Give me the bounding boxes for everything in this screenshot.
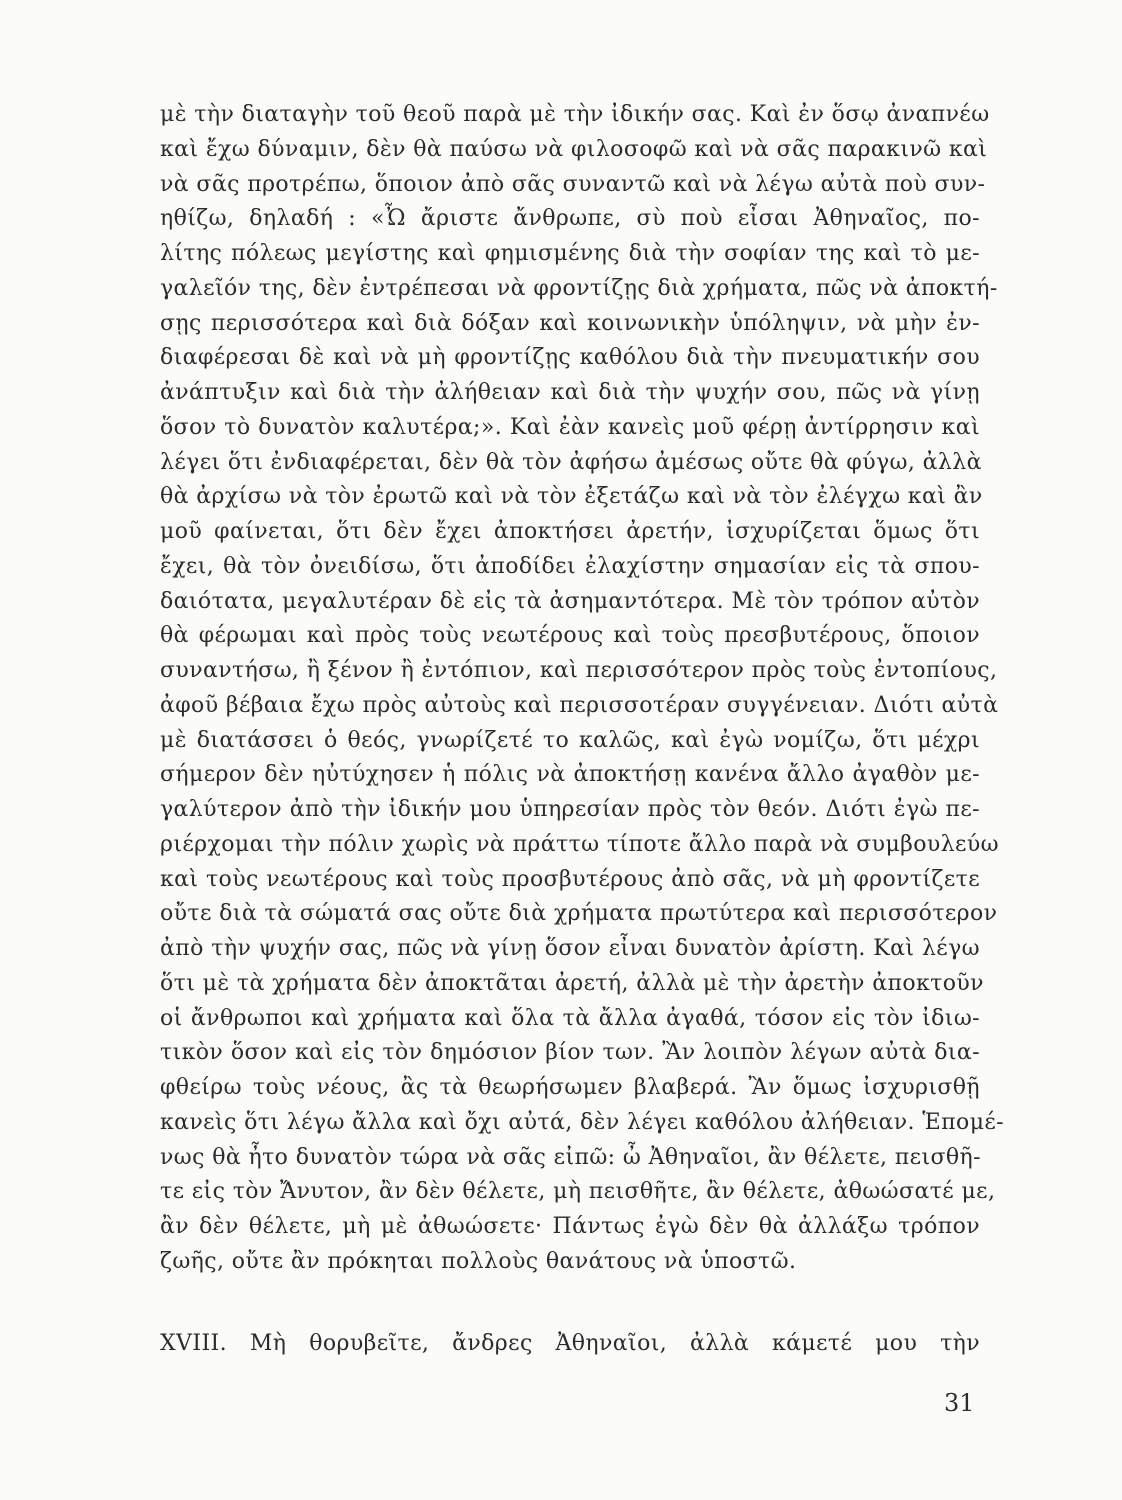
- text-line: τε εἰς τὸν Ἄνυτον, ἂν δὲν θέλετε, μὴ πεισθῆτε, ἂν θέλετε, ἀθωώσατέ με,: [160, 1179, 996, 1205]
- text-line: ηθίζω, δηλαδή : «Ὦ ἄριστε ἄνθρωπε, σὺ ποὺ εἶσαι Ἀθηναῖος, πο-: [160, 206, 980, 232]
- text-line: λέγει ὅτι ἐνδιαφέρεται, δὲν θὰ τὸν ἀφήσω ἀμέσως οὔτε θὰ φύγω, ἀλλὰ: [160, 449, 982, 475]
- text-line: ἀπὸ τὴν ψυχήν σας, πῶς νὰ γίνῃ ὅσον εἶναι δυνατὸν ἀρίστη. Καὶ λέγω: [160, 936, 980, 961]
- text-line: μὲ διατάσσει ὁ θεός, γνωρίζετέ το καλῶς, καὶ ἐγὼ νομίζω, ὅτι μέχρι: [160, 727, 980, 753]
- text-line: καὶ τοὺς νεωτέρους καὶ τοὺς προσβυτέρους ἀπὸ σᾶς, νὰ μὴ φροντίζετε: [160, 866, 980, 892]
- text-line: συναντήσω, ἢ ξένον ἢ ἐντόπιον, καὶ περισσότερον πρὸς τοὺς ἐντοπίους,: [160, 658, 998, 683]
- text-line: καὶ ἔχω δύναμιν, δὲν θὰ παύσω νὰ φιλοσοφῶ καὶ νὰ σᾶς παρακινῶ καὶ: [160, 136, 988, 162]
- text-line: ἀφοῦ βέβαια ἔχω πρὸς αὐτοὺς καὶ περισσοτέραν συγγένειαν. Διότι αὐτὰ: [160, 692, 999, 718]
- text-line: φθείρω τοὺς νέους, ἂς τὰ θεωρήσωμεν βλαβερά. Ἂν ὅμως ἰσχυρισθῇ: [160, 1075, 980, 1100]
- text-line: ἔχει, θὰ τὸν ὀνειδίσω, ὅτι ἀποδίδει ἐλαχίστην σημασίαν εἰς τὰ σπου-: [160, 553, 980, 579]
- section-first-line: XVIII. Μὴ θορυβεῖτε, ἄνδρες Ἀθηναῖοι, ἀλλὰ κάμετέ μου τὴν: [160, 1331, 980, 1356]
- text-line: θὰ φέρωμαι καὶ πρὸς τοὺς νεωτέρους καὶ τοὺς πρεσβυτέρους, ὅποιον: [160, 623, 980, 649]
- text-line: ἂν δὲν θέλετε, μὴ μὲ ἀθωώσετε· Πάντως ἐγὼ δὲν θὰ ἀλλάξω τρόπον: [160, 1214, 980, 1239]
- text-line: σῃς περισσότερα καὶ διὰ δόξαν καὶ κοινωνικὴν ὑπόληψιν, νὰ μὴν ἐν-: [160, 310, 980, 336]
- page-number: 31: [944, 1389, 975, 1417]
- text-line: θὰ ἀρχίσω νὰ τὸν ἐρωτῶ καὶ νὰ τὸν ἐξετάζω καὶ νὰ τὸν ἐλέγχω καὶ ἂν: [160, 484, 983, 510]
- text-line: μὲ τὴν διαταγὴν τοῦ θεοῦ παρὰ μὲ τὴν ἰδικήν σας. Καὶ ἐν ὅσῳ ἀναπνέω: [160, 102, 990, 127]
- text-line: ὅσον τὸ δυνατὸν καλυτέρα;». Καὶ ἐὰν κανεὶς μοῦ φέρῃ ἀντίρρησιν καὶ: [160, 414, 980, 440]
- section-opening: [160, 1327, 980, 1362]
- text-line: σήμερον δὲν ηὐτύχησεν ἡ πόλις νὰ ἀποκτήσῃ κανένα ἄλλο ἀγαθὸν με-: [160, 762, 980, 788]
- text-line: ζωῆς, οὔτε ἂν πρόκηται πολλοὺς θανάτους νὰ ὑποστῶ.: [160, 1248, 797, 1274]
- text-line: νὰ σᾶς προτρέπω, ὅποιον ἀπὸ σᾶς συναντῶ καὶ νὰ λέγω αὐτὰ ποὺ συν-: [160, 171, 986, 197]
- text-line: τικὸν ὅσον καὶ εἰς τὸν δημόσιον βίον των. Ἂν λοιπὸν λέγων αὐτὰ δια-: [160, 1040, 980, 1066]
- text-line: οἱ ἄνθρωποι καὶ χρήματα καὶ ὅλα τὰ ἄλλα ἀγαθά, τόσον εἰς τὸν ἰδιω-: [160, 1005, 980, 1031]
- text-line: ὅτι μὲ τὰ χρήματα δὲν ἀποκτᾶται ἀρετή, ἀλλὰ μὲ τὴν ἀρετὴν ἀποκτοῦν: [160, 970, 984, 996]
- text-line: ριέρχομαι τὴν πόλιν χωρὶς νὰ πράττω τίποτε ἄλλο παρὰ νὰ συμβουλεύω: [160, 831, 999, 857]
- text-line: λίτης πόλεως μεγίστης καὶ φημισμένης διὰ τὴν σοφίαν της καὶ τὸ με-: [160, 241, 980, 266]
- text-line: ἀνάπτυξιν καὶ διὰ τὴν ἀλήθειαν καὶ διὰ τὴν ψυχήν σου, πῶς νὰ γίνῃ: [160, 380, 980, 405]
- text-line: κανεὶς ὅτι λέγω ἄλλα καὶ ὄχι αὐτά, δὲν λέγει καθόλου ἀλήθειαν. Ἑπομέ-: [160, 1109, 1005, 1135]
- text-line: γαλύτερον ἀπὸ τὴν ἰδικήν μου ὑπηρεσίαν πρὸς τὸν θεόν. Διότι ἐγὼ πε-: [160, 797, 980, 822]
- text-line: γαλεῖόν της, δὲν ἐντρέπεσαι νὰ φροντίζῃς διὰ χρήματα, πῶς νὰ ἀποκτή-: [160, 275, 998, 301]
- body-text: [160, 98, 1005, 1280]
- text-line: μοῦ φαίνεται, ὅτι δὲν ἔχει ἀποκτήσει ἀρετήν, ἰσχυρίζεται ὅμως ὅτι: [160, 519, 980, 544]
- text-line: διαφέρεσαι δὲ καὶ νὰ μὴ φροντίζῃς καθόλου διὰ τὴν πνευματικήν σου: [160, 345, 980, 371]
- text-line: δαιότατα, μεγαλυτέραν δὲ εἰς τὰ ἀσημαντότερα. Μὲ τὸν τρόπον αὐτὸν: [160, 588, 980, 614]
- text-line: νως θὰ ἦτο δυνατὸν τώρα νὰ σᾶς εἰπῶ: ὦ Ἀθηναῖοι, ἂν θέλετε, πεισθῆ-: [160, 1144, 981, 1170]
- text-line: οὔτε διὰ τὰ σώματά σας οὔτε διὰ χρήματα πρωτύτερα καὶ περισσότερον: [160, 901, 998, 927]
